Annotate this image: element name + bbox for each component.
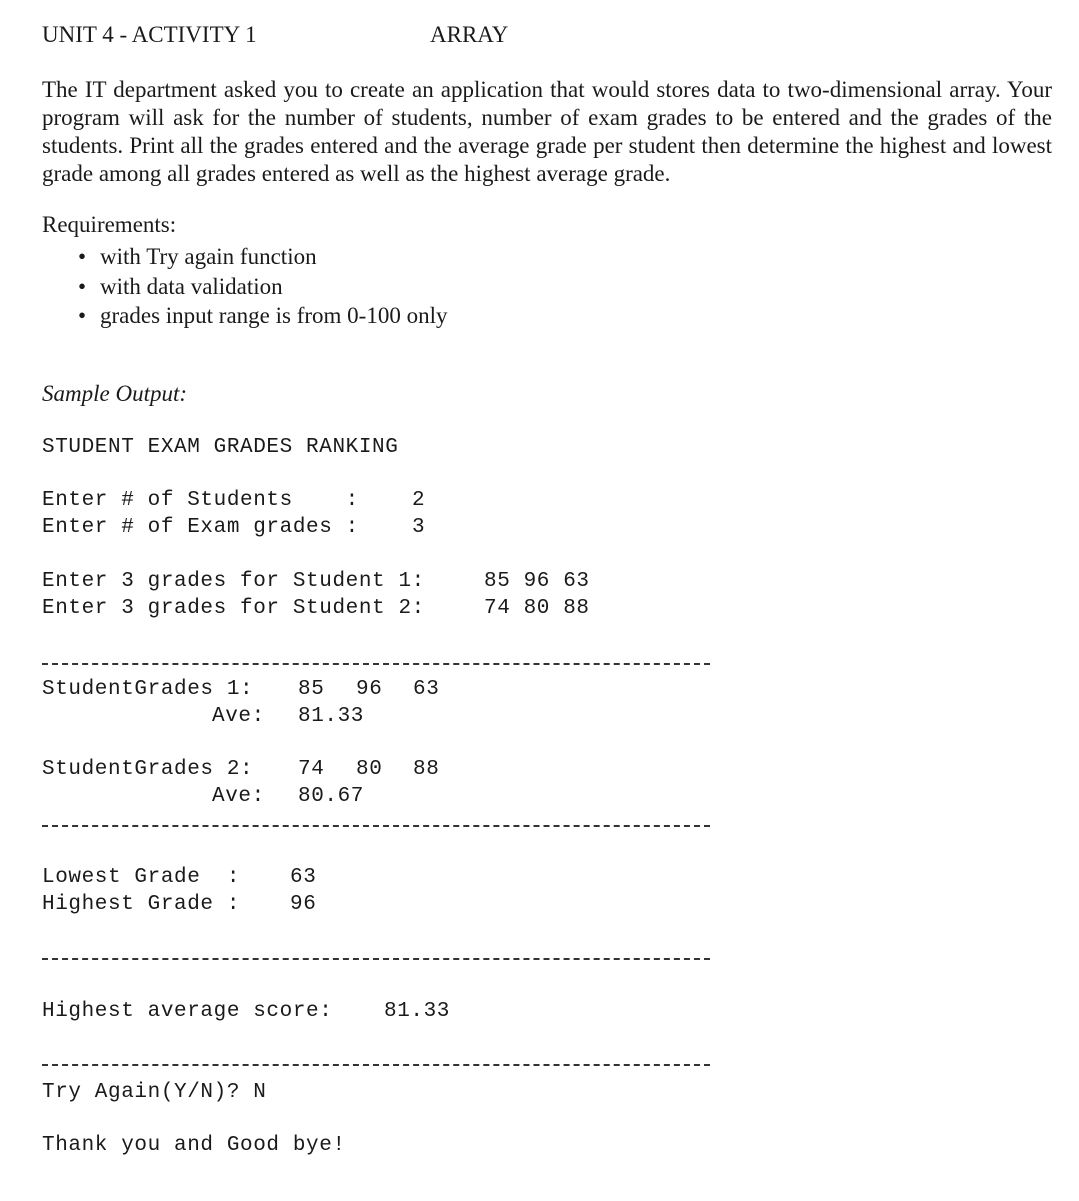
average-label: Ave: <box>212 705 265 728</box>
grade-input-label: Enter 3 grades for Student 1: <box>42 570 425 593</box>
student-grades-label: StudentGrades 1: <box>42 678 254 701</box>
dashed-separator <box>42 1064 710 1066</box>
student-grade: 80 <box>356 758 383 781</box>
highest-grade-value: 96 <box>290 893 317 916</box>
activity-description: The IT department asked you to create an application that would stores data to two-dimensional array. Your program will ask for the number of students, number of exam grades to be entered and the grades of the students. Print all the grades entered and the average grade per student then determine the highest and lowest grade among all grades entered as well as the highest average grade. <box>42 77 1052 186</box>
average-value: 80.67 <box>298 785 365 808</box>
requirements-heading: Requirements: <box>42 212 177 237</box>
unit-title: UNIT 4 - ACTIVITY 1 <box>42 22 257 47</box>
try-again-prompt: Try Again(Y/N)? N <box>42 1081 267 1104</box>
highest-grade-label: Highest Grade : <box>42 893 241 916</box>
dashed-separator <box>42 825 710 827</box>
highest-average-label: Highest average score: <box>42 1000 333 1023</box>
requirement-item: • with Try again function <box>78 242 447 272</box>
program-title: STUDENT EXAM GRADES RANKING <box>42 436 399 459</box>
student-grade: 96 <box>356 678 383 701</box>
dashed-separator <box>42 663 710 665</box>
students-count-label: Enter # of Students : <box>42 489 359 512</box>
student-grade: 85 <box>298 678 325 701</box>
goodbye-message: Thank you and Good bye! <box>42 1134 346 1157</box>
grade-input-label: Enter 3 grades for Student 2: <box>42 597 425 620</box>
student-grade: 88 <box>413 758 440 781</box>
requirements-list <box>78 242 447 331</box>
topic-title: ARRAY <box>430 22 509 47</box>
average-label: Ave: <box>212 785 265 808</box>
highest-average-value: 81.33 <box>384 1000 451 1023</box>
student-grade: 63 <box>413 678 440 701</box>
requirement-item: • with data validation <box>78 272 447 302</box>
grade-input-values: 74 80 88 <box>484 597 590 620</box>
student-grades-label: StudentGrades 2: <box>42 758 254 781</box>
sample-output-heading: Sample Output: <box>42 381 188 406</box>
grade-input-values: 85 96 63 <box>484 570 590 593</box>
student-grade: 74 <box>298 758 325 781</box>
average-value: 81.33 <box>298 705 365 728</box>
exam-count-value: 3 <box>412 516 426 539</box>
lowest-grade-label: Lowest Grade : <box>42 866 241 889</box>
requirement-item: • grades input range is from 0-100 only <box>78 301 447 331</box>
exam-count-label: Enter # of Exam grades : <box>42 516 359 539</box>
students-count-value: 2 <box>412 489 426 512</box>
lowest-grade-value: 63 <box>290 866 317 889</box>
dashed-separator <box>42 958 710 960</box>
